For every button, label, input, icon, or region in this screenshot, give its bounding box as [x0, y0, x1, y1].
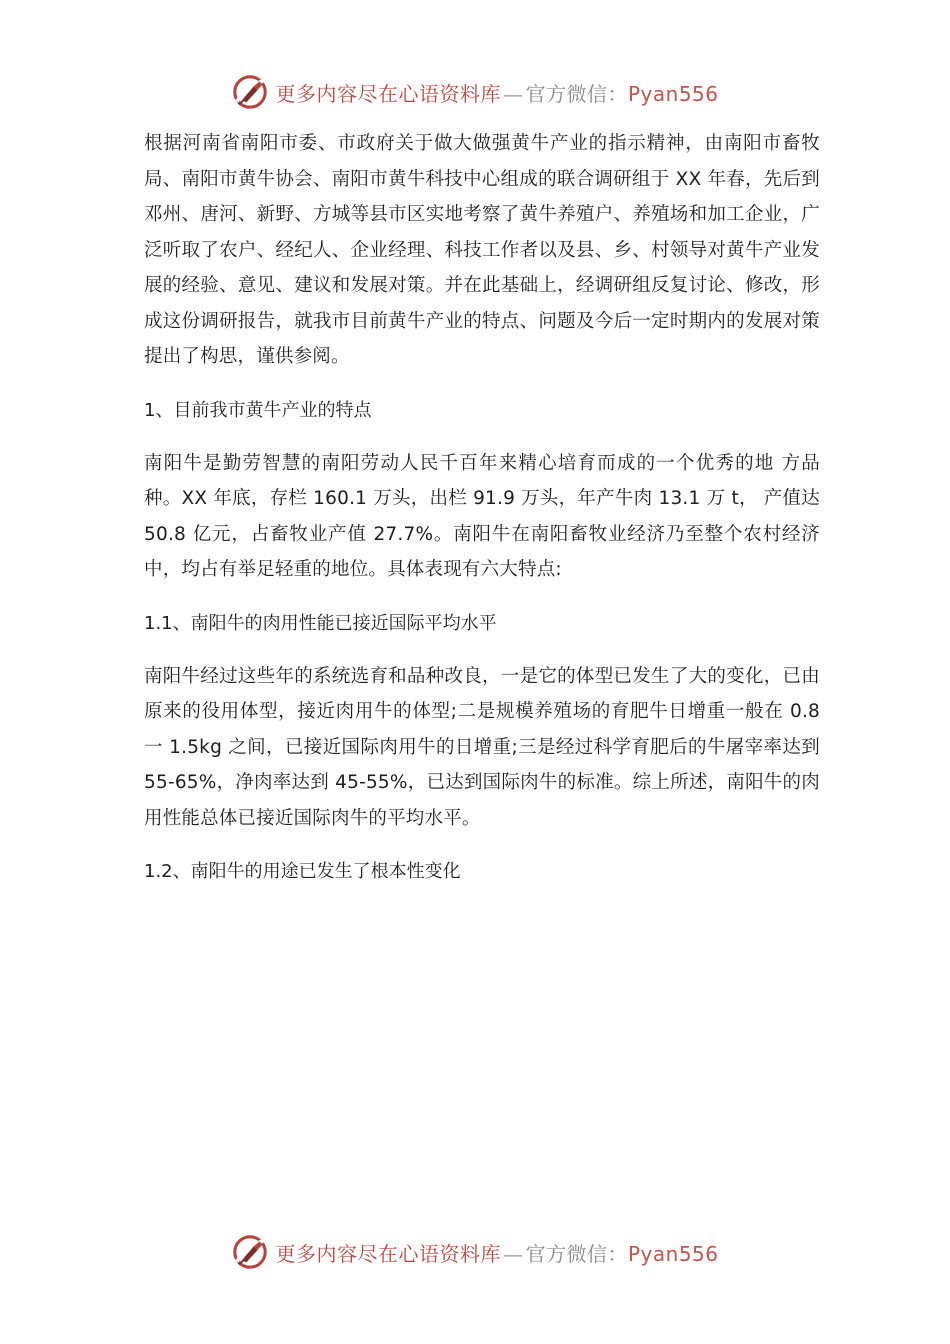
pen-nib-logo-icon [231, 1233, 269, 1271]
banner-text [275, 1238, 718, 1267]
banner-wechat-label: 官方微信： [525, 81, 628, 106]
top-banner [0, 70, 950, 114]
pen-nib-logo-icon [231, 73, 269, 111]
banner-dash: — [502, 81, 524, 106]
banner-main-text: 更多内容尽在心语资料库 [275, 1241, 501, 1266]
paragraph-section-1: 南阳牛是勤劳智慧的南阳劳动人民千百年来精心培育而成的一个优秀的地 方品种。XX 年底，存栏 160.1 万头，出栏 91.9 万头，年产牛肉 13.1 万 t， 产值达 50.8 亿元，占畜牧业产值 27.7%。南阳牛在南阳畜牧业经济乃至整个农村经济中，均占有举足轻重的地位。具体表现有六大特点: [144, 452, 820, 580]
paragraph-section-1-1: 南阳牛经过这些年的系统选育和品种改良，一是它的体型已发生了大的变化，已由原来的役用体型，接近肉用牛的体型;二是规模养殖场的育肥牛日增重一般在 0.8 一 1.5kg 之间，已接近国际肉用牛的日增重;三是经过科学育肥后的牛屠宰率达到 55-65%，净肉率达到 45-55%，已达到国际肉牛的标准。综上所述，南阳牛的肉用性能总体已接近国际肉牛的平均水平。 [144, 665, 820, 829]
banner-wechat-label: 官方微信： [525, 1241, 628, 1266]
section-heading-1-2: 1.2、南阳牛的用途已发生了根本性变化 [144, 861, 461, 882]
banner-dash: — [502, 1241, 524, 1266]
section-heading-1-1: 1.1、南阳牛的肉用性能已接近国际平均水平 [144, 612, 497, 634]
banner-main-text: 更多内容尽在心语资料库 [275, 81, 501, 106]
paragraph-intro: 根据河南省南阳市委、市政府关于做大做强黄牛产业的指示精神，由南阳市畜牧局、南阳市黄牛协会、南阳市黄牛科技中心组成的联合调研组于 XX 年春，先后到邓州、唐河、新野、方城等县市区实地考察了黄牛养殖户、养殖场和加工企业，广泛听取了农户、经纪人、企业经理、科技工作者以及县、乡、村领导对黄牛产业发展的经验、意见、建议和发展对策。并在此基础上，经调研组反复讨论、修改，形成这份调研报告，就我市目前黄牛产业的特点、问题及今后一定时期内的发展对策提出了构思，谨供参阅。 [144, 133, 820, 367]
banner-wechat-id: Pyan556 [627, 1241, 719, 1266]
bottom-banner [0, 1230, 950, 1274]
document-body [144, 126, 820, 889]
banner-wechat-id: Pyan556 [627, 81, 719, 106]
section-heading-1: 1、目前我市黄牛产业的特点 [144, 399, 372, 421]
banner-text [275, 78, 718, 107]
